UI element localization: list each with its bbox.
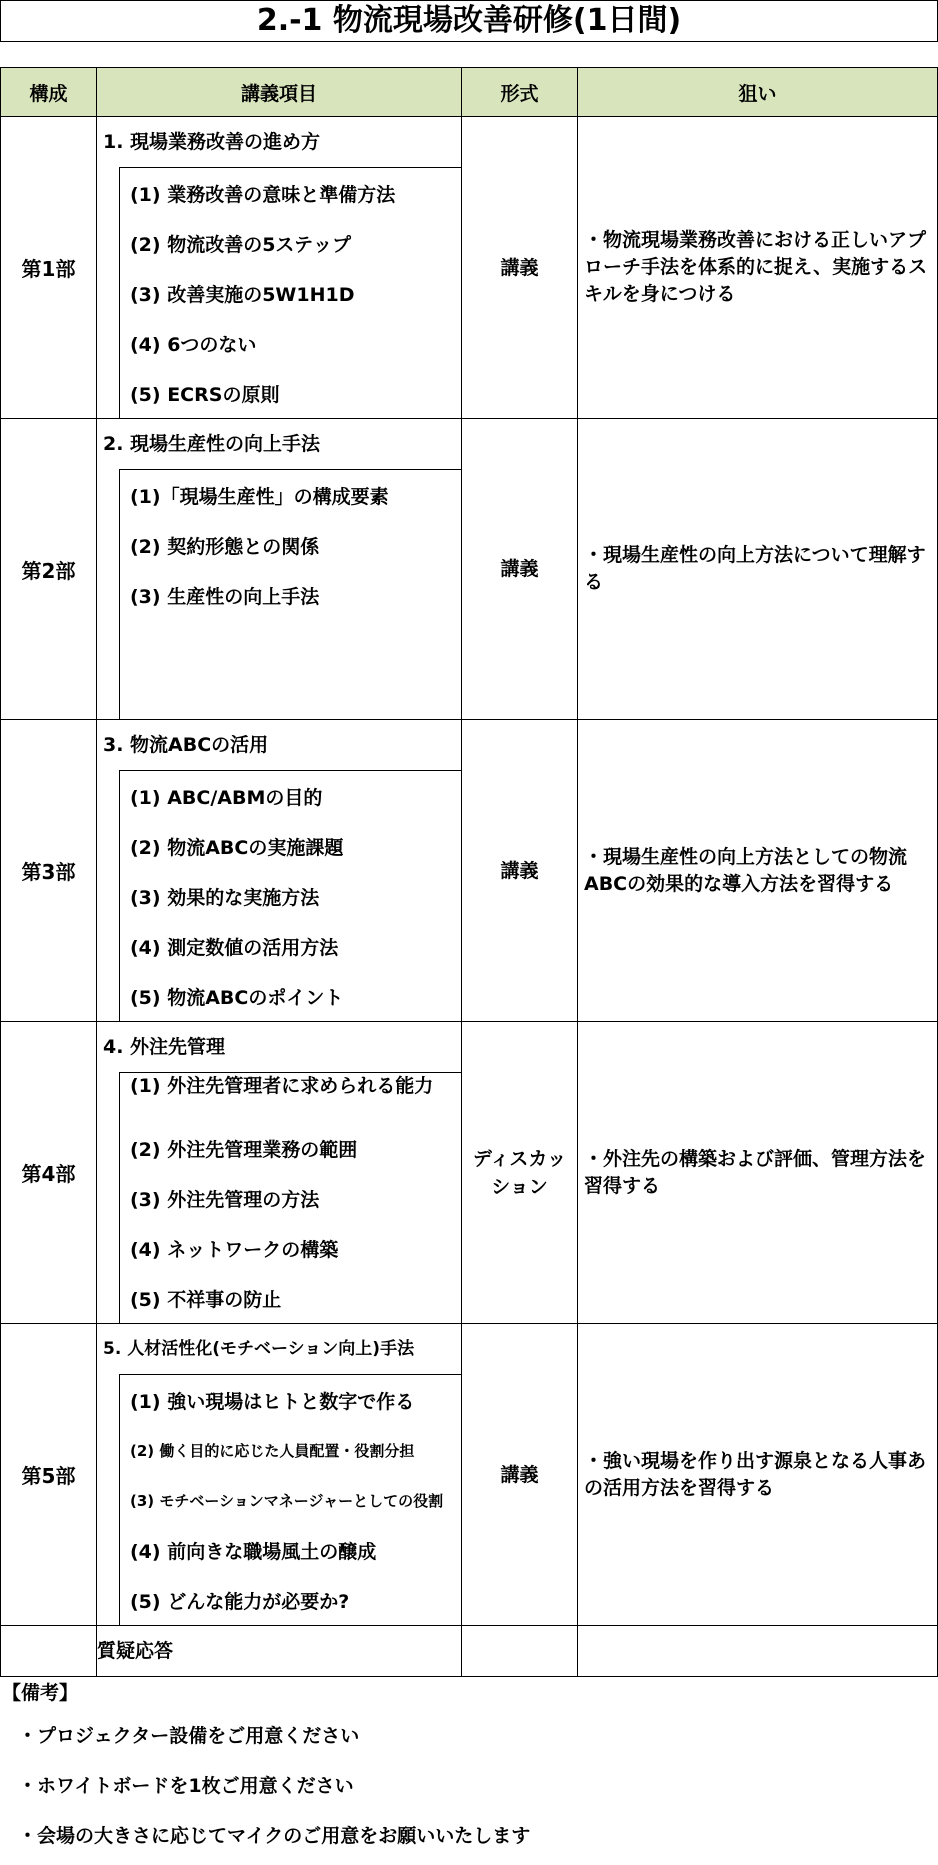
list-item: (4) 測定数値の活用方法 — [130, 936, 339, 959]
list-item: (5) 不祥事の防止 — [130, 1288, 282, 1311]
qa-part-empty — [1, 1626, 97, 1677]
aim-cell: ・現場生産性の向上方法について理解する — [578, 419, 938, 720]
format-cell: 講義 — [462, 1324, 578, 1626]
item-list — [119, 1072, 461, 1323]
lecture-cell — [97, 419, 462, 720]
item-list — [119, 167, 461, 418]
aim-cell: ・強い現場を作り出す源泉となる人事あの活用方法を習得する — [578, 1324, 938, 1626]
aim-cell: ・外注先の構築および評価、管理方法を習得する — [578, 1022, 938, 1324]
item-list — [119, 469, 461, 719]
section-title: 4. 外注先管理 — [103, 1036, 226, 1058]
section-title: 5. 人材活性化(モチベーション向上)手法 — [103, 1339, 415, 1359]
section-title: 2. 現場生産性の向上手法 — [103, 433, 321, 455]
qa-label: 質疑応答 — [97, 1626, 462, 1677]
format-cell: 講義 — [462, 419, 578, 720]
list-item: (3) 外注先管理の方法 — [130, 1188, 320, 1211]
remark-note: ・ホワイトボードを1枚ご用意ください — [18, 1775, 354, 1797]
header-format: 形式 — [462, 68, 578, 117]
list-item: (2) 外注先管理業務の範囲 — [130, 1138, 358, 1161]
table-row — [1, 720, 938, 1022]
header-structure: 構成 — [1, 68, 97, 117]
part-label: 第4部 — [1, 1022, 97, 1324]
section-title: 3. 物流ABCの活用 — [103, 734, 269, 756]
table-row — [1, 1324, 938, 1626]
format-cell: 講義 — [462, 720, 578, 1022]
list-item: (3) モチベーションマネージャーとしての役割 — [130, 1491, 444, 1510]
lecture-cell — [97, 117, 462, 419]
remark-note: ・会場の大きさに応じてマイクのご用意をお願いいたします — [18, 1825, 531, 1847]
lecture-cell — [97, 720, 462, 1022]
lecture-cell — [97, 1022, 462, 1324]
format-cell: 講義 — [462, 117, 578, 419]
list-item: (3) 生産性の向上手法 — [130, 585, 320, 608]
remarks-section — [0, 1675, 938, 1861]
header-lecture-items: 講義項目 — [97, 68, 462, 117]
remark-note: ・プロジェクター設備をご用意ください — [18, 1725, 360, 1747]
schedule-table — [0, 67, 938, 1677]
list-item: (4) 6つのない — [130, 333, 257, 356]
aim-cell: ・現場生産性の向上方法としての物流ABCの効果的な導入方法を習得する — [578, 720, 938, 1022]
list-item: (1) 業務改善の意味と準備方法 — [130, 183, 396, 206]
list-item: (2) 働く目的に応じた人員配置・役割分担 — [130, 1441, 415, 1460]
qa-row — [1, 1626, 938, 1677]
format-cell: ディスカッション — [462, 1022, 578, 1324]
list-item: (3) 効果的な実施方法 — [130, 886, 320, 909]
remarks-title: 【備考】 — [2, 1682, 79, 1704]
qa-aim-empty — [578, 1626, 938, 1677]
list-item: (5) ECRSの原則 — [130, 383, 280, 406]
list-item: (1) ABC/ABMの目的 — [130, 786, 323, 809]
list-item: (2) 物流ABCの実施課題 — [130, 836, 344, 859]
list-item: (4) 前向きな職場風土の醸成 — [130, 1540, 377, 1563]
section-title: 1. 現場業務改善の進め方 — [103, 131, 321, 153]
part-label: 第3部 — [1, 720, 97, 1022]
part-label: 第5部 — [1, 1324, 97, 1626]
list-item: (1)「現場生産性」の構成要素 — [130, 485, 389, 508]
aim-cell: ・物流現場業務改善における正しいアプローチ手法を体系的に捉え、実施するスキルを身につける — [578, 117, 938, 419]
item-list — [119, 1374, 461, 1625]
item-list — [119, 770, 461, 1021]
qa-format-empty — [462, 1626, 578, 1677]
list-item: (5) どんな能力が必要か? — [130, 1590, 350, 1613]
part-label: 第1部 — [1, 117, 97, 419]
list-item: (1) 外注先管理者に求められる能力 — [130, 1075, 434, 1097]
lecture-cell — [97, 1324, 462, 1626]
list-item: (3) 改善実施の5W1H1D — [130, 283, 355, 306]
header-aim: 狙い — [578, 68, 938, 117]
table-row — [1, 419, 938, 720]
list-item: (2) 契約形態との関係 — [130, 535, 320, 558]
table-row — [1, 1022, 938, 1324]
part-label: 第2部 — [1, 419, 97, 720]
table-row — [1, 117, 938, 419]
list-item: (4) ネットワークの構築 — [130, 1238, 339, 1261]
list-item: (5) 物流ABCのポイント — [130, 986, 344, 1009]
page-title: 2.-1 物流現場改善研修(1日間) — [0, 0, 938, 42]
list-item: (1) 強い現場はヒトと数字で作る — [130, 1390, 415, 1413]
list-item: (2) 物流改善の5ステップ — [130, 233, 352, 256]
table-header-row — [1, 68, 938, 117]
